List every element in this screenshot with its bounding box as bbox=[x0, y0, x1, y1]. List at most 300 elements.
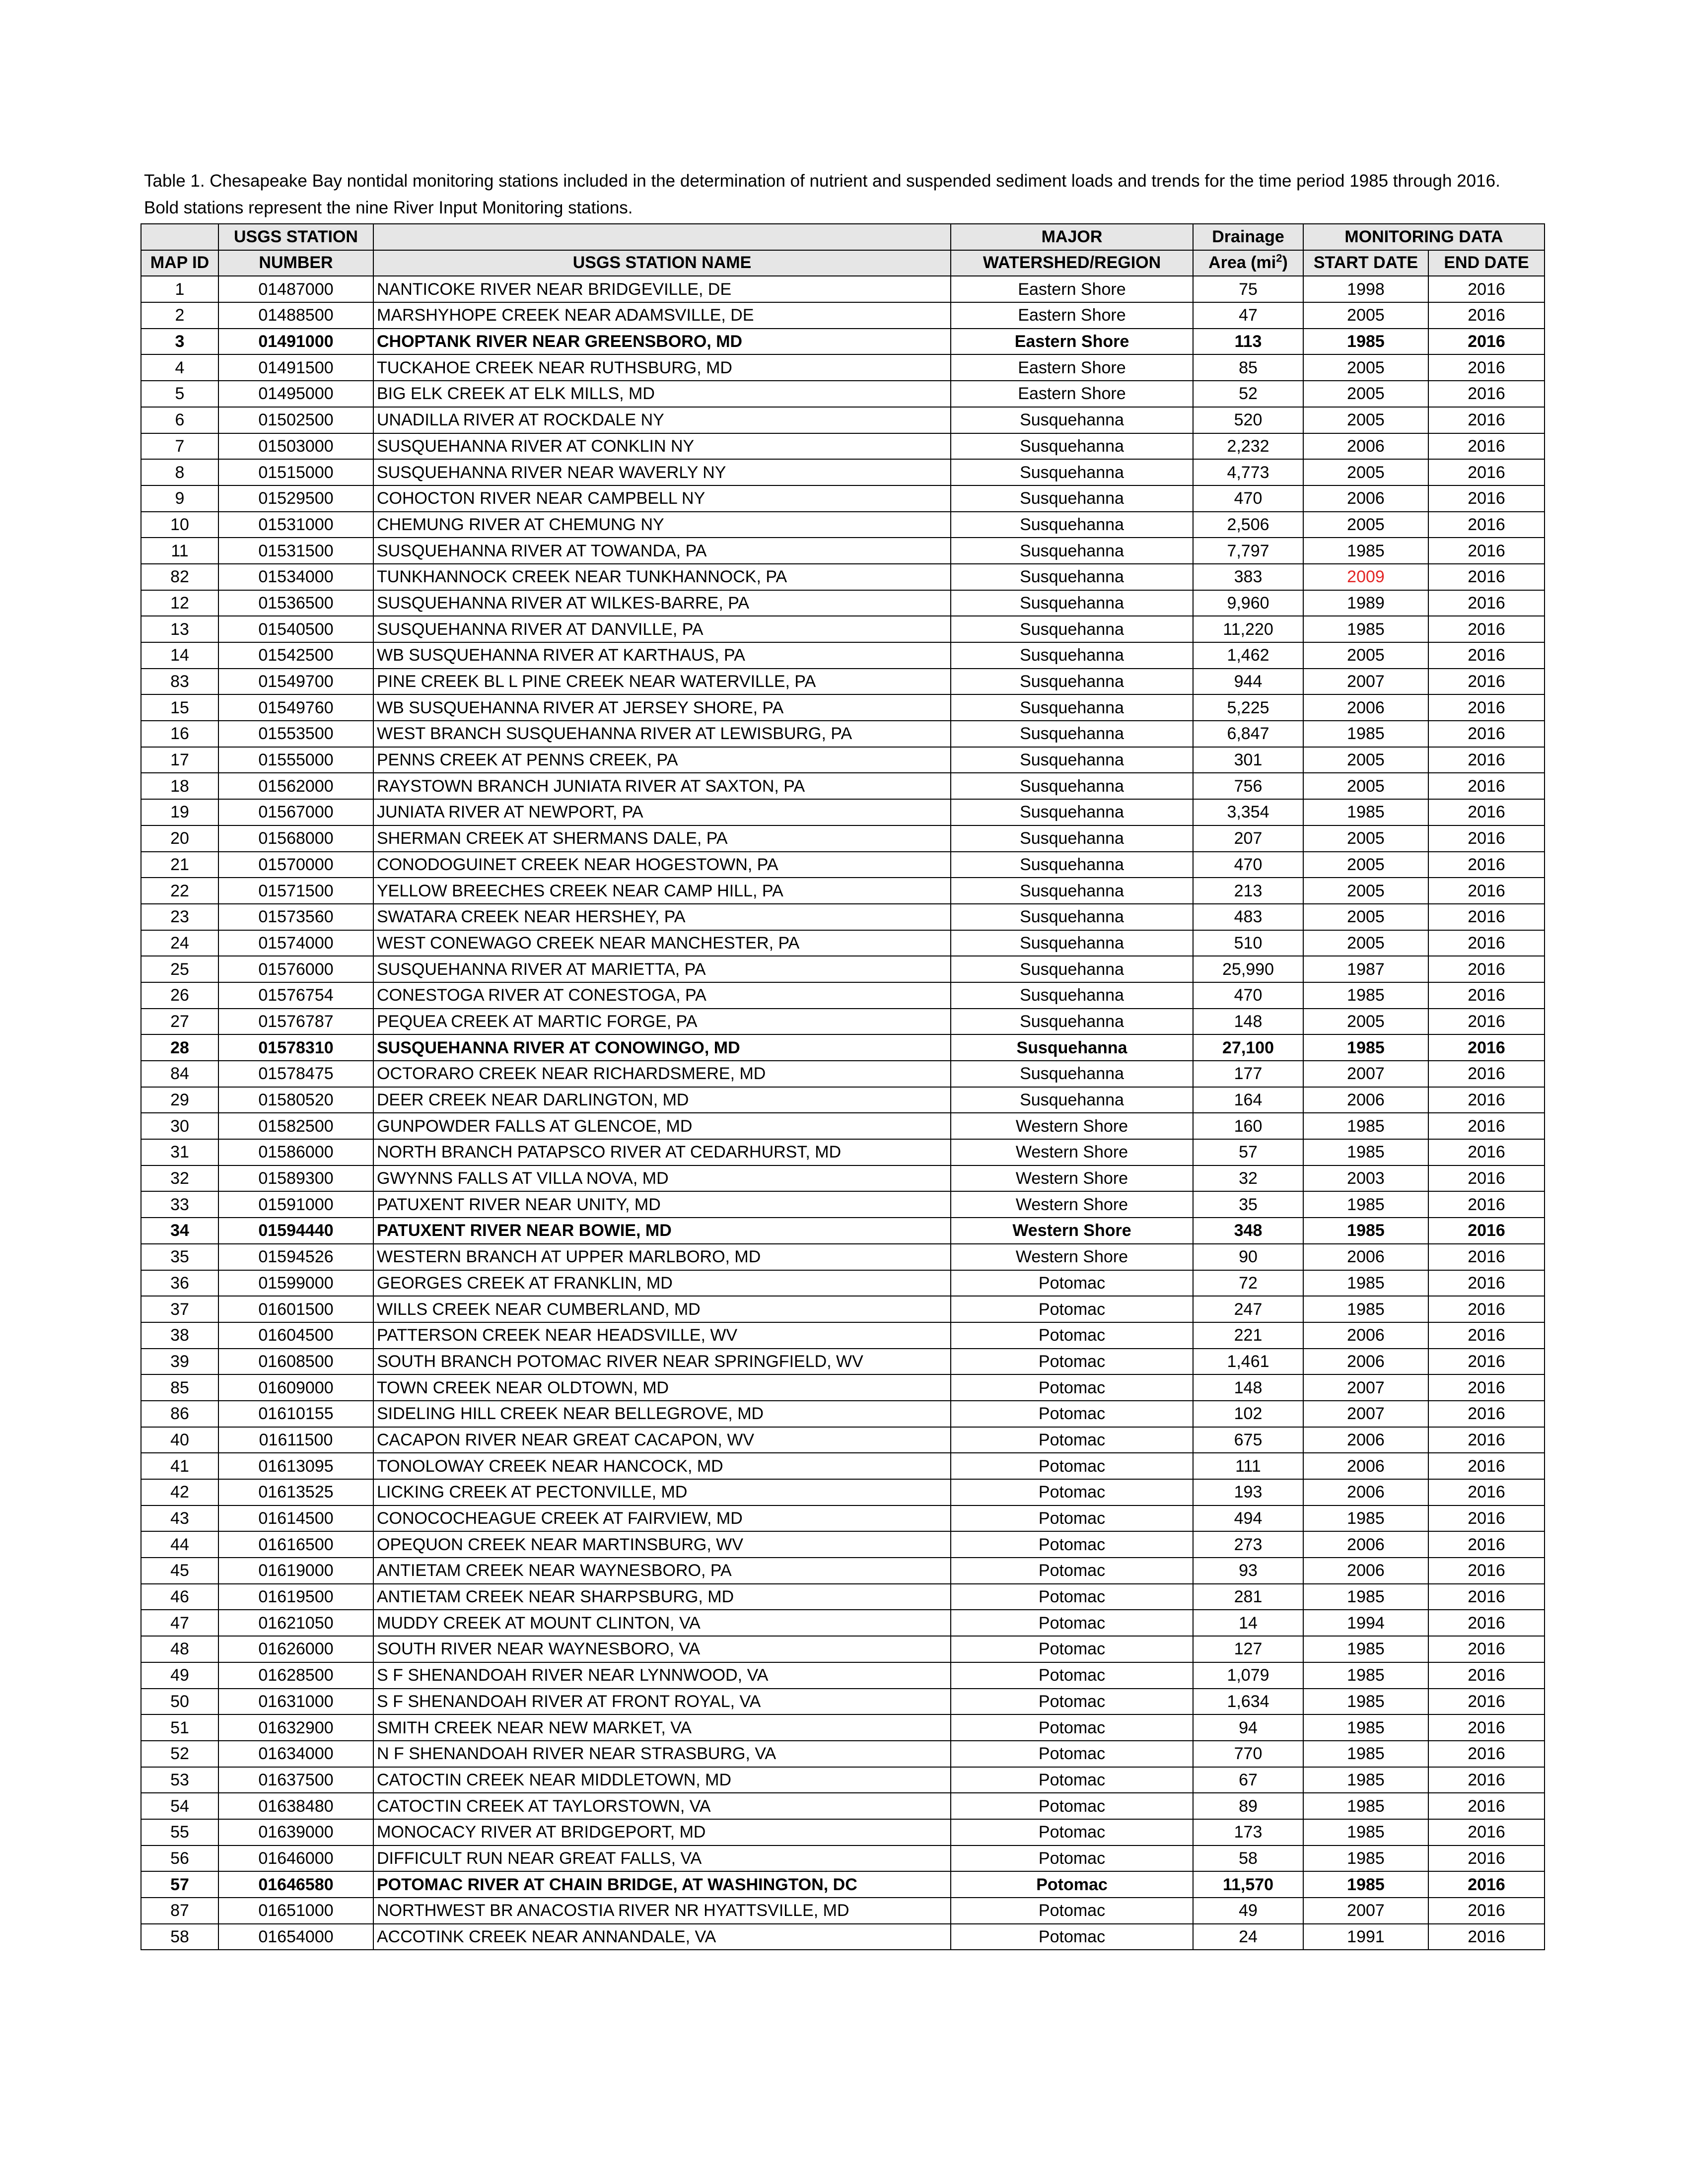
monitoring-data-header: MONITORING DATA bbox=[1303, 224, 1545, 250]
map-id-cell: 42 bbox=[141, 1479, 218, 1505]
watershed-cell: Susquehanna bbox=[951, 799, 1193, 825]
end-date-cell: 2016 bbox=[1428, 512, 1545, 538]
table-row bbox=[141, 1505, 1545, 1532]
station-name-header: USGS STATION NAME bbox=[373, 250, 951, 276]
drainage-area-cell: 14 bbox=[1193, 1610, 1303, 1636]
map-id-cell: 84 bbox=[141, 1061, 218, 1087]
watershed-cell: Potomac bbox=[951, 1401, 1193, 1427]
station-number-cell: 01609000 bbox=[218, 1374, 373, 1401]
map-id-cell: 36 bbox=[141, 1270, 218, 1297]
start-date-cell: 1985 bbox=[1303, 1270, 1428, 1297]
watershed-cell: Susquehanna bbox=[951, 825, 1193, 852]
watershed-cell: Potomac bbox=[951, 1558, 1193, 1584]
station-name-cell: OPEQUON CREEK NEAR MARTINSBURG, WV bbox=[373, 1531, 951, 1558]
table-row bbox=[141, 1401, 1545, 1427]
watershed-cell: Potomac bbox=[951, 1845, 1193, 1872]
station-name-cell: GWYNNS FALLS AT VILLA NOVA, MD bbox=[373, 1165, 951, 1192]
map-id-cell: 32 bbox=[141, 1165, 218, 1192]
map-id-cell: 2 bbox=[141, 302, 218, 329]
station-name-cell: BIG ELK CREEK AT ELK MILLS, MD bbox=[373, 381, 951, 407]
drainage-area-cell: 32 bbox=[1193, 1165, 1303, 1192]
start-date-cell: 2006 bbox=[1303, 433, 1428, 460]
watershed-cell: Susquehanna bbox=[951, 878, 1193, 904]
map-id-cell: 29 bbox=[141, 1087, 218, 1113]
start-date-cell: 2006 bbox=[1303, 1349, 1428, 1375]
station-number-cell: 01576787 bbox=[218, 1009, 373, 1035]
map-id-cell: 1 bbox=[141, 276, 218, 302]
end-date-cell: 2016 bbox=[1428, 1924, 1545, 1950]
station-name-cell: YELLOW BREECHES CREEK NEAR CAMP HILL, PA bbox=[373, 878, 951, 904]
watershed-cell: Susquehanna bbox=[951, 538, 1193, 564]
map-id-cell: 54 bbox=[141, 1793, 218, 1819]
watershed-cell: Susquehanna bbox=[951, 512, 1193, 538]
watershed-cell: Potomac bbox=[951, 1505, 1193, 1532]
map-id-cell: 45 bbox=[141, 1558, 218, 1584]
drainage-area-cell: 177 bbox=[1193, 1061, 1303, 1087]
station-number-cell: 01495000 bbox=[218, 381, 373, 407]
station-name-cell: SUSQUEHANNA RIVER AT MARIETTA, PA bbox=[373, 956, 951, 982]
watershed-cell: Potomac bbox=[951, 1374, 1193, 1401]
drainage-area-cell: 301 bbox=[1193, 747, 1303, 773]
drainage-area-cell: 207 bbox=[1193, 825, 1303, 852]
watershed-cell: Susquehanna bbox=[951, 930, 1193, 956]
station-name-cell: GEORGES CREEK AT FRANKLIN, MD bbox=[373, 1270, 951, 1297]
map-id-cell: 38 bbox=[141, 1322, 218, 1349]
end-date-cell: 2016 bbox=[1428, 1636, 1545, 1662]
station-name-cell: MONOCACY RIVER AT BRIDGEPORT, MD bbox=[373, 1819, 951, 1845]
watershed-cell: Susquehanna bbox=[951, 694, 1193, 721]
end-date-cell: 2016 bbox=[1428, 1191, 1545, 1218]
watershed-cell: Western Shore bbox=[951, 1165, 1193, 1192]
map-id-cell: 23 bbox=[141, 904, 218, 930]
station-name-cell: ANTIETAM CREEK NEAR SHARPSBURG, MD bbox=[373, 1584, 951, 1610]
station-number-cell: 01613095 bbox=[218, 1453, 373, 1479]
station-name-cell: GUNPOWDER FALLS AT GLENCOE, MD bbox=[373, 1113, 951, 1139]
station-number-cell: 01549700 bbox=[218, 669, 373, 695]
end-date-cell: 2016 bbox=[1428, 1584, 1545, 1610]
map-id-cell: 12 bbox=[141, 590, 218, 616]
watershed-cell: Susquehanna bbox=[951, 956, 1193, 982]
start-date-cell: 1985 bbox=[1303, 1296, 1428, 1322]
drainage-area-cell: 221 bbox=[1193, 1322, 1303, 1349]
end-date-cell: 2016 bbox=[1428, 1322, 1545, 1349]
watershed-cell: Eastern Shore bbox=[951, 329, 1193, 355]
end-date-cell: 2016 bbox=[1428, 302, 1545, 329]
station-number-cell: 01487000 bbox=[218, 276, 373, 302]
start-date-cell: 1985 bbox=[1303, 1662, 1428, 1689]
watershed-cell: Susquehanna bbox=[951, 721, 1193, 747]
station-number-cell: 01646580 bbox=[218, 1871, 373, 1898]
station-name-cell: WESTERN BRANCH AT UPPER MARLBORO, MD bbox=[373, 1244, 951, 1270]
station-number-cell: 01553500 bbox=[218, 721, 373, 747]
watershed-cell: Susquehanna bbox=[951, 459, 1193, 485]
drainage-area-superscript: 2 bbox=[1276, 252, 1282, 265]
map-id-cell: 87 bbox=[141, 1898, 218, 1924]
table-row bbox=[141, 381, 1545, 407]
station-number-cell: 01639000 bbox=[218, 1819, 373, 1845]
drainage-area-cell: 510 bbox=[1193, 930, 1303, 956]
station-number-cell: 01619000 bbox=[218, 1558, 373, 1584]
end-date-cell: 2016 bbox=[1428, 1741, 1545, 1767]
map-id-header-top bbox=[141, 224, 218, 250]
table-row bbox=[141, 1819, 1545, 1845]
start-date-cell: 2005 bbox=[1303, 825, 1428, 852]
start-date-cell: 2009 bbox=[1303, 564, 1428, 590]
drainage-area-cell: 148 bbox=[1193, 1009, 1303, 1035]
table-row bbox=[141, 721, 1545, 747]
table-row bbox=[141, 1871, 1545, 1898]
end-date-cell: 2016 bbox=[1428, 982, 1545, 1009]
station-number-cell: 01637500 bbox=[218, 1767, 373, 1793]
table-row bbox=[141, 1479, 1545, 1505]
end-date-cell: 2016 bbox=[1428, 1505, 1545, 1532]
station-name-cell: NORTHWEST BR ANACOSTIA RIVER NR HYATTSVILLE, MD bbox=[373, 1898, 951, 1924]
station-name-cell: N F SHENANDOAH RIVER NEAR STRASBURG, VA bbox=[373, 1741, 951, 1767]
drainage-area-header bbox=[1193, 250, 1303, 276]
drainage-area-cell: 160 bbox=[1193, 1113, 1303, 1139]
table-row bbox=[141, 1714, 1545, 1741]
table-row bbox=[141, 669, 1545, 695]
end-date-cell: 2016 bbox=[1428, 1244, 1545, 1270]
map-id-cell: 20 bbox=[141, 825, 218, 852]
drainage-area-cell: 756 bbox=[1193, 773, 1303, 799]
station-number-cell: 01582500 bbox=[218, 1113, 373, 1139]
map-id-cell: 82 bbox=[141, 564, 218, 590]
table-row bbox=[141, 747, 1545, 773]
station-name-cell: ACCOTINK CREEK NEAR ANNANDALE, VA bbox=[373, 1924, 951, 1950]
table-row bbox=[141, 1662, 1545, 1689]
end-date-cell: 2016 bbox=[1428, 538, 1545, 564]
station-number-cell: 01614500 bbox=[218, 1505, 373, 1532]
watershed-cell: Western Shore bbox=[951, 1218, 1193, 1244]
watershed-header: WATERSHED/REGION bbox=[951, 250, 1193, 276]
table-row bbox=[141, 1009, 1545, 1035]
drainage-header-top: Drainage bbox=[1193, 224, 1303, 250]
station-number-cell: 01573560 bbox=[218, 904, 373, 930]
station-number-cell: 01651000 bbox=[218, 1898, 373, 1924]
watershed-cell: Potomac bbox=[951, 1767, 1193, 1793]
station-name-cell: DIFFICULT RUN NEAR GREAT FALLS, VA bbox=[373, 1845, 951, 1872]
station-name-cell: SUSQUEHANNA RIVER AT WILKES-BARRE, PA bbox=[373, 590, 951, 616]
map-id-cell: 47 bbox=[141, 1610, 218, 1636]
watershed-header-top: MAJOR bbox=[951, 224, 1193, 250]
start-date-cell: 1991 bbox=[1303, 1924, 1428, 1950]
map-id-cell: 30 bbox=[141, 1113, 218, 1139]
table-row bbox=[141, 564, 1545, 590]
station-name-cell: PENNS CREEK AT PENNS CREEK, PA bbox=[373, 747, 951, 773]
start-date-cell: 1985 bbox=[1303, 1191, 1428, 1218]
map-id-cell: 50 bbox=[141, 1689, 218, 1715]
drainage-area-cell: 9,960 bbox=[1193, 590, 1303, 616]
station-name-cell: TOWN CREEK NEAR OLDTOWN, MD bbox=[373, 1374, 951, 1401]
drainage-area-label: Area (mi bbox=[1208, 253, 1276, 272]
start-date-cell: 1985 bbox=[1303, 721, 1428, 747]
end-date-cell: 2016 bbox=[1428, 773, 1545, 799]
end-date-cell: 2016 bbox=[1428, 825, 1545, 852]
drainage-area-cell: 4,773 bbox=[1193, 459, 1303, 485]
start-date-cell: 2005 bbox=[1303, 642, 1428, 669]
drainage-area-cell: 49 bbox=[1193, 1898, 1303, 1924]
station-name-cell: SUSQUEHANNA RIVER AT CONKLIN NY bbox=[373, 433, 951, 460]
map-id-cell: 39 bbox=[141, 1349, 218, 1375]
map-id-cell: 33 bbox=[141, 1191, 218, 1218]
start-date-cell: 1985 bbox=[1303, 1741, 1428, 1767]
drainage-area-cell: 470 bbox=[1193, 982, 1303, 1009]
drainage-area-cell: 944 bbox=[1193, 669, 1303, 695]
watershed-cell: Susquehanna bbox=[951, 1009, 1193, 1035]
end-date-cell: 2016 bbox=[1428, 276, 1545, 302]
table-row bbox=[141, 354, 1545, 381]
start-date-cell: 1987 bbox=[1303, 956, 1428, 982]
end-date-cell: 2016 bbox=[1428, 381, 1545, 407]
station-number-cell: 01616500 bbox=[218, 1531, 373, 1558]
station-number-cell: 01601500 bbox=[218, 1296, 373, 1322]
watershed-cell: Susquehanna bbox=[951, 669, 1193, 695]
drainage-area-cell: 58 bbox=[1193, 1845, 1303, 1872]
table-row bbox=[141, 1165, 1545, 1192]
watershed-cell: Potomac bbox=[951, 1793, 1193, 1819]
end-date-cell: 2016 bbox=[1428, 1165, 1545, 1192]
station-number-cell: 01534000 bbox=[218, 564, 373, 590]
station-name-cell: RAYSTOWN BRANCH JUNIATA RIVER AT SAXTON, PA bbox=[373, 773, 951, 799]
table-row bbox=[141, 1296, 1545, 1322]
table-row bbox=[141, 1610, 1545, 1636]
station-name-cell: TUNKHANNOCK CREEK NEAR TUNKHANNOCK, PA bbox=[373, 564, 951, 590]
end-date-cell: 2016 bbox=[1428, 1793, 1545, 1819]
station-name-cell: PATUXENT RIVER NEAR UNITY, MD bbox=[373, 1191, 951, 1218]
table-row bbox=[141, 1584, 1545, 1610]
station-name-cell: CONOCOCHEAGUE CREEK AT FAIRVIEW, MD bbox=[373, 1505, 951, 1532]
station-name-cell: SIDELING HILL CREEK NEAR BELLEGROVE, MD bbox=[373, 1401, 951, 1427]
start-date-cell: 2005 bbox=[1303, 904, 1428, 930]
station-number-cell: 01568000 bbox=[218, 825, 373, 852]
end-date-cell: 2016 bbox=[1428, 1714, 1545, 1741]
end-date-cell: 2016 bbox=[1428, 1009, 1545, 1035]
table-row bbox=[141, 878, 1545, 904]
end-date-cell: 2016 bbox=[1428, 878, 1545, 904]
end-date-cell: 2016 bbox=[1428, 433, 1545, 460]
drainage-area-close: ) bbox=[1282, 253, 1288, 272]
table-row bbox=[141, 1087, 1545, 1113]
map-id-cell: 52 bbox=[141, 1741, 218, 1767]
drainage-area-cell: 85 bbox=[1193, 354, 1303, 381]
start-date-cell: 2006 bbox=[1303, 1427, 1428, 1453]
map-id-cell: 40 bbox=[141, 1427, 218, 1453]
watershed-cell: Potomac bbox=[951, 1741, 1193, 1767]
watershed-cell: Susquehanna bbox=[951, 747, 1193, 773]
drainage-area-cell: 11,570 bbox=[1193, 1871, 1303, 1898]
watershed-cell: Potomac bbox=[951, 1689, 1193, 1715]
end-date-cell: 2016 bbox=[1428, 1296, 1545, 1322]
end-date-cell: 2016 bbox=[1428, 1270, 1545, 1297]
map-id-cell: 46 bbox=[141, 1584, 218, 1610]
end-date-cell: 2016 bbox=[1428, 669, 1545, 695]
watershed-cell: Susquehanna bbox=[951, 852, 1193, 878]
watershed-cell: Susquehanna bbox=[951, 1061, 1193, 1087]
start-date-header: START DATE bbox=[1303, 250, 1428, 276]
end-date-cell: 2016 bbox=[1428, 1113, 1545, 1139]
drainage-area-cell: 27,100 bbox=[1193, 1034, 1303, 1061]
watershed-cell: Susquehanna bbox=[951, 904, 1193, 930]
station-name-cell: MUDDY CREEK AT MOUNT CLINTON, VA bbox=[373, 1610, 951, 1636]
watershed-cell: Potomac bbox=[951, 1322, 1193, 1349]
watershed-cell: Potomac bbox=[951, 1349, 1193, 1375]
station-name-cell: OCTORARO CREEK NEAR RICHARDSMERE, MD bbox=[373, 1061, 951, 1087]
start-date-cell: 1985 bbox=[1303, 1505, 1428, 1532]
map-id-cell: 85 bbox=[141, 1374, 218, 1401]
station-name-header-top bbox=[373, 224, 951, 250]
start-date-cell: 2005 bbox=[1303, 852, 1428, 878]
start-date-cell: 1994 bbox=[1303, 1610, 1428, 1636]
drainage-area-cell: 89 bbox=[1193, 1793, 1303, 1819]
watershed-cell: Western Shore bbox=[951, 1113, 1193, 1139]
end-date-cell: 2016 bbox=[1428, 1767, 1545, 1793]
station-number-cell: 01531500 bbox=[218, 538, 373, 564]
station-name-cell: ANTIETAM CREEK NEAR WAYNESBORO, PA bbox=[373, 1558, 951, 1584]
map-id-cell: 86 bbox=[141, 1401, 218, 1427]
station-number-cell: 01529500 bbox=[218, 485, 373, 512]
map-id-cell: 37 bbox=[141, 1296, 218, 1322]
table-row bbox=[141, 1374, 1545, 1401]
station-number-cell: 01586000 bbox=[218, 1139, 373, 1165]
map-id-header: MAP ID bbox=[141, 250, 218, 276]
watershed-cell: Eastern Shore bbox=[951, 381, 1193, 407]
table-row bbox=[141, 538, 1545, 564]
end-date-cell: 2016 bbox=[1428, 799, 1545, 825]
station-number-cell: 01626000 bbox=[218, 1636, 373, 1662]
station-name-cell: TUCKAHOE CREEK NEAR RUTHSBURG, MD bbox=[373, 354, 951, 381]
drainage-area-cell: 164 bbox=[1193, 1087, 1303, 1113]
station-number-cell: 01632900 bbox=[218, 1714, 373, 1741]
end-date-cell: 2016 bbox=[1428, 1531, 1545, 1558]
station-number-cell: 01594526 bbox=[218, 1244, 373, 1270]
table-row bbox=[141, 1270, 1545, 1297]
station-number-cell: 01488500 bbox=[218, 302, 373, 329]
table-header bbox=[141, 224, 1545, 276]
start-date-cell: 2006 bbox=[1303, 1244, 1428, 1270]
end-date-cell: 2016 bbox=[1428, 1479, 1545, 1505]
end-date-cell: 2016 bbox=[1428, 564, 1545, 590]
end-date-cell: 2016 bbox=[1428, 1427, 1545, 1453]
station-number-cell: 01576754 bbox=[218, 982, 373, 1009]
table-row bbox=[141, 904, 1545, 930]
start-date-cell: 2007 bbox=[1303, 1401, 1428, 1427]
end-date-cell: 2016 bbox=[1428, 1689, 1545, 1715]
drainage-area-cell: 1,462 bbox=[1193, 642, 1303, 669]
map-id-cell: 19 bbox=[141, 799, 218, 825]
station-number-cell: 01580520 bbox=[218, 1087, 373, 1113]
end-date-cell: 2016 bbox=[1428, 1819, 1545, 1845]
table-row bbox=[141, 1767, 1545, 1793]
watershed-cell: Eastern Shore bbox=[951, 302, 1193, 329]
watershed-cell: Eastern Shore bbox=[951, 354, 1193, 381]
map-id-cell: 4 bbox=[141, 354, 218, 381]
start-date-cell: 2005 bbox=[1303, 512, 1428, 538]
drainage-area-cell: 94 bbox=[1193, 1714, 1303, 1741]
watershed-cell: Potomac bbox=[951, 1453, 1193, 1479]
station-name-cell: WEST BRANCH SUSQUEHANNA RIVER AT LEWISBURG, PA bbox=[373, 721, 951, 747]
end-date-cell: 2016 bbox=[1428, 1087, 1545, 1113]
station-number-cell: 01578310 bbox=[218, 1034, 373, 1061]
start-date-cell: 2006 bbox=[1303, 1087, 1428, 1113]
start-date-cell: 2006 bbox=[1303, 1558, 1428, 1584]
station-name-cell: SWATARA CREEK NEAR HERSHEY, PA bbox=[373, 904, 951, 930]
station-number-cell: 01515000 bbox=[218, 459, 373, 485]
start-date-cell: 1989 bbox=[1303, 590, 1428, 616]
table-row bbox=[141, 1061, 1545, 1087]
drainage-area-cell: 111 bbox=[1193, 1453, 1303, 1479]
start-date-cell: 1985 bbox=[1303, 1714, 1428, 1741]
map-id-cell: 53 bbox=[141, 1767, 218, 1793]
station-number-cell: 01599000 bbox=[218, 1270, 373, 1297]
table-row bbox=[141, 956, 1545, 982]
station-number-cell: 01549760 bbox=[218, 694, 373, 721]
station-number-cell: 01610155 bbox=[218, 1401, 373, 1427]
station-number-cell: 01491500 bbox=[218, 354, 373, 381]
table-row bbox=[141, 825, 1545, 852]
drainage-area-cell: 24 bbox=[1193, 1924, 1303, 1950]
table-body bbox=[141, 276, 1545, 1950]
start-date-cell: 1998 bbox=[1303, 276, 1428, 302]
end-date-cell: 2016 bbox=[1428, 1034, 1545, 1061]
map-id-cell: 16 bbox=[141, 721, 218, 747]
watershed-cell: Potomac bbox=[951, 1924, 1193, 1950]
end-date-cell: 2016 bbox=[1428, 694, 1545, 721]
start-date-cell: 2007 bbox=[1303, 1061, 1428, 1087]
header-row-2 bbox=[141, 250, 1545, 276]
end-date-cell: 2016 bbox=[1428, 407, 1545, 433]
station-number-cell: 01531000 bbox=[218, 512, 373, 538]
station-name-cell: POTOMAC RIVER AT CHAIN BRIDGE, AT WASHINGTON, DC bbox=[373, 1871, 951, 1898]
watershed-cell: Potomac bbox=[951, 1479, 1193, 1505]
end-date-cell: 2016 bbox=[1428, 590, 1545, 616]
table-row bbox=[141, 590, 1545, 616]
station-number-cell: 01578475 bbox=[218, 1061, 373, 1087]
station-number-cell: 01638480 bbox=[218, 1793, 373, 1819]
end-date-cell: 2016 bbox=[1428, 1845, 1545, 1872]
drainage-area-cell: 470 bbox=[1193, 852, 1303, 878]
station-number-cell: 01619500 bbox=[218, 1584, 373, 1610]
drainage-area-cell: 72 bbox=[1193, 1270, 1303, 1297]
end-date-cell: 2016 bbox=[1428, 329, 1545, 355]
map-id-cell: 55 bbox=[141, 1819, 218, 1845]
end-date-cell: 2016 bbox=[1428, 904, 1545, 930]
watershed-cell: Potomac bbox=[951, 1296, 1193, 1322]
table-row bbox=[141, 616, 1545, 642]
station-number-cell: 01576000 bbox=[218, 956, 373, 982]
watershed-cell: Susquehanna bbox=[951, 1087, 1193, 1113]
end-date-cell: 2016 bbox=[1428, 1349, 1545, 1375]
table-row bbox=[141, 852, 1545, 878]
start-date-cell: 1985 bbox=[1303, 1218, 1428, 1244]
start-date-cell: 1985 bbox=[1303, 616, 1428, 642]
stations-table bbox=[141, 223, 1545, 1950]
table-row bbox=[141, 1427, 1545, 1453]
station-number-cell: 01608500 bbox=[218, 1349, 373, 1375]
watershed-cell: Western Shore bbox=[951, 1139, 1193, 1165]
table-row bbox=[141, 1558, 1545, 1584]
map-id-cell: 35 bbox=[141, 1244, 218, 1270]
end-date-cell: 2016 bbox=[1428, 354, 1545, 381]
table-row bbox=[141, 1244, 1545, 1270]
end-date-cell: 2016 bbox=[1428, 642, 1545, 669]
start-date-cell: 2006 bbox=[1303, 1453, 1428, 1479]
start-date-cell: 1985 bbox=[1303, 1845, 1428, 1872]
start-date-cell: 1985 bbox=[1303, 982, 1428, 1009]
drainage-area-cell: 25,990 bbox=[1193, 956, 1303, 982]
table-row bbox=[141, 773, 1545, 799]
station-number-cell: 01536500 bbox=[218, 590, 373, 616]
